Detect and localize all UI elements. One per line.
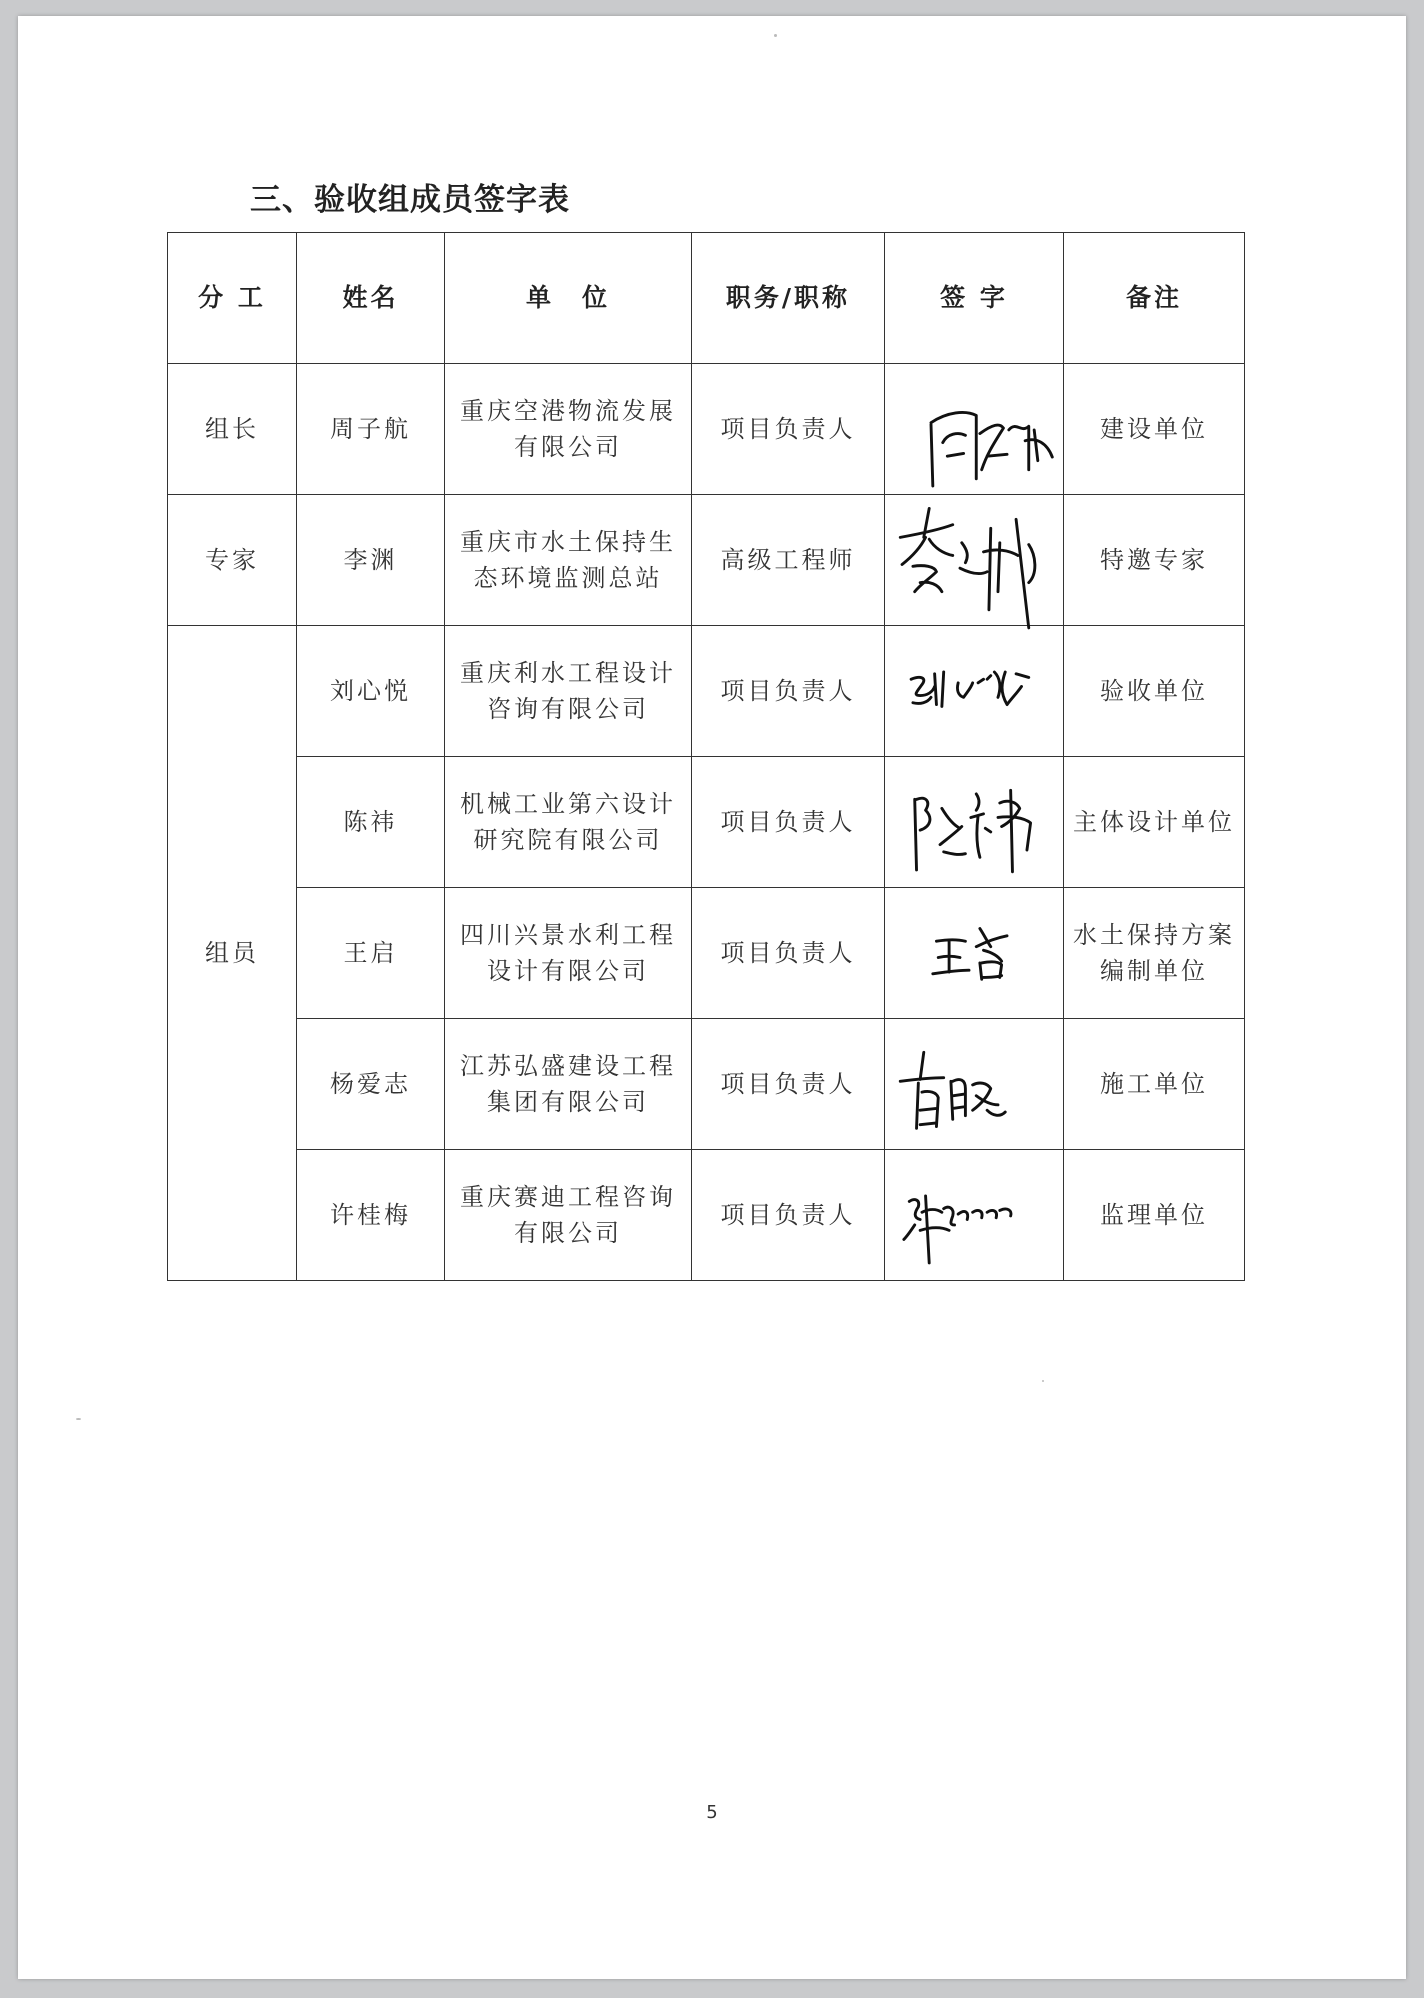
signature-cell (885, 757, 1064, 888)
handwritten-signature (893, 757, 1055, 887)
handwritten-signature (893, 495, 1055, 625)
signature-cell (885, 626, 1064, 757)
signature-table (167, 232, 1245, 1281)
remark-cell: 建设单位 (1064, 364, 1245, 495)
header-unit: 单 位 (445, 233, 692, 364)
header-title: 职务/职称 (692, 233, 885, 364)
unit-cell: 机械工业第六设计研究院有限公司 (445, 757, 692, 888)
signature-cell (885, 1150, 1064, 1281)
section-heading: 三、验收组成员签字表 (250, 182, 570, 218)
table-row (168, 1019, 1245, 1150)
table-row (168, 495, 1245, 626)
handwritten-signature (893, 1150, 1055, 1280)
scan-speck (1042, 1380, 1044, 1382)
header-name: 姓名 (297, 233, 445, 364)
name-cell: 杨爱志 (297, 1019, 445, 1150)
header-role: 分 工 (168, 233, 297, 364)
handwritten-signature (893, 1019, 1055, 1149)
signature-cell (885, 495, 1064, 626)
signature-cell (885, 888, 1064, 1019)
remark-cell: 监理单位 (1064, 1150, 1245, 1281)
name-cell: 王启 (297, 888, 445, 1019)
header-signature: 签 字 (885, 233, 1064, 364)
signature-cell (885, 364, 1064, 495)
role-cell: 组长 (168, 364, 297, 495)
role-cell: 专家 (168, 495, 297, 626)
table-row (168, 888, 1245, 1019)
title-cell: 项目负责人 (692, 626, 885, 757)
table-row (168, 1150, 1245, 1281)
page-number: 5 (706, 1802, 718, 1823)
table-row (168, 757, 1245, 888)
table-row (168, 364, 1245, 495)
signature-cell (885, 1019, 1064, 1150)
title-cell: 项目负责人 (692, 364, 885, 495)
unit-cell: 重庆市水土保持生态环境监测总站 (445, 495, 692, 626)
name-cell: 刘心悦 (297, 626, 445, 757)
title-cell: 项目负责人 (692, 1019, 885, 1150)
header-remark: 备注 (1064, 233, 1245, 364)
title-cell: 项目负责人 (692, 1150, 885, 1281)
handwritten-signature (893, 364, 1055, 494)
unit-cell: 重庆空港物流发展有限公司 (445, 364, 692, 495)
title-cell: 项目负责人 (692, 757, 885, 888)
name-cell: 陈祎 (297, 757, 445, 888)
scan-speck (76, 1418, 81, 1420)
handwritten-signature (893, 888, 1055, 1018)
table-row (168, 626, 1245, 757)
unit-cell: 重庆赛迪工程咨询有限公司 (445, 1150, 692, 1281)
document-page (18, 16, 1406, 1979)
remark-cell: 主体设计单位 (1064, 757, 1245, 888)
remark-cell: 验收单位 (1064, 626, 1245, 757)
role-cell: 组员 (168, 626, 297, 1281)
name-cell: 周子航 (297, 364, 445, 495)
table-header-row (168, 233, 1245, 364)
name-cell: 李渊 (297, 495, 445, 626)
unit-cell: 江苏弘盛建设工程集团有限公司 (445, 1019, 692, 1150)
remark-cell: 水土保持方案编制单位 (1064, 888, 1245, 1019)
title-cell: 高级工程师 (692, 495, 885, 626)
unit-cell: 重庆利水工程设计咨询有限公司 (445, 626, 692, 757)
name-cell: 许桂梅 (297, 1150, 445, 1281)
title-cell: 项目负责人 (692, 888, 885, 1019)
handwritten-signature (893, 626, 1055, 756)
remark-cell: 施工单位 (1064, 1019, 1245, 1150)
remark-cell: 特邀专家 (1064, 495, 1245, 626)
scan-speck (774, 34, 777, 37)
unit-cell: 四川兴景水利工程设计有限公司 (445, 888, 692, 1019)
